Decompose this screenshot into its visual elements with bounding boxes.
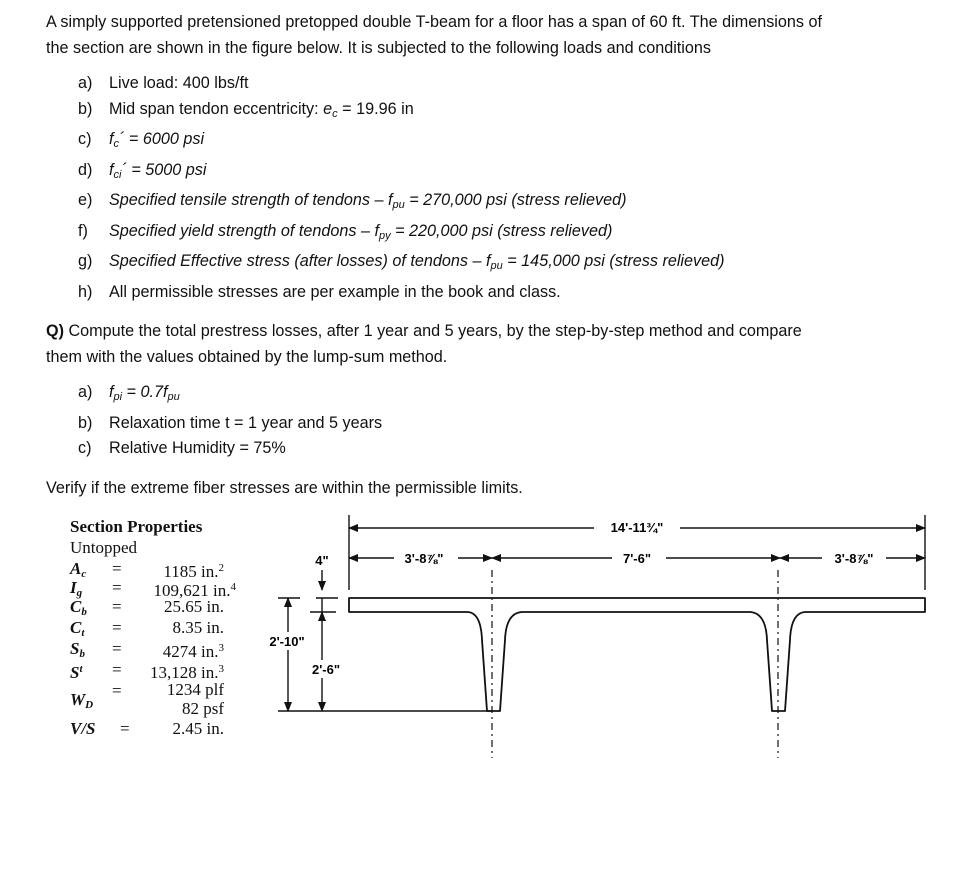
condition-c: c) $f_c´ = 6000$ psi — [78, 130, 205, 150]
property-wd: $W_D$ = 1234 plf 82 psf — [70, 680, 224, 718]
section-properties-title: Section Properties — [70, 517, 203, 536]
property-ig: $I_g$ = 109,621 in.$^4$ — [70, 578, 236, 600]
conditions-list — [46, 71, 926, 305]
question: Q) Compute the total prestress losses, after 1 year and 5 years, by the step-by-step method and compare them with the values obtained by the lump-sum method. — [46, 322, 802, 366]
problem-intro: A simply supported pretensioned pretopped double T-beam for a floor has a span of 60 ft. The dimensions of the section are shown in the figure below. It is subjected to the following loads and conditions — [46, 13, 822, 57]
section-properties — [70, 516, 260, 739]
condition-e: e) Specified tensile strength of tendons – $f_{pu} = 270,000$ psi (stress relieved) — [78, 191, 627, 211]
overall-width-label: 14'-11¾" — [610, 520, 664, 535]
property-cb: $C_b$ = 25.65 in. — [70, 597, 224, 618]
condition-h: h) All permissible stresses are per example in the book and class. — [78, 282, 561, 301]
property-ct: $C_t$ = 8.35 in. — [70, 618, 224, 639]
double-tee-profile — [349, 598, 925, 711]
document-page — [46, 10, 926, 501]
assumptions-list — [46, 380, 926, 462]
assumption-c: c) Relative Humidity = 75% — [78, 439, 286, 457]
total-depth-label: 2'-10" — [269, 634, 305, 649]
section-properties-subtitle: Untopped — [70, 538, 138, 557]
assumption-a: a) $f_{pi} = 0.7f_{pu}$ — [78, 383, 180, 403]
flange-thickness-label: 4" — [315, 553, 329, 568]
left-overhang-label: 3'-8⅞" — [404, 551, 444, 566]
stem-depth-label: 2'-6" — [311, 662, 341, 677]
condition-d: d) $f_{ci}´ = 5000$ psi — [78, 160, 207, 181]
assumption-b: b) Relaxation time t = 1 year and 5 years — [78, 413, 383, 432]
right-overhang-label: 3'-8⅞" — [834, 551, 874, 566]
symbol: e — [323, 99, 333, 118]
stem-spacing-label: 7'-6" — [622, 551, 652, 566]
question-label: Q) — [46, 322, 64, 340]
condition-f: f) Specified yield strength of tendons – $f_{py} = 220,000$ psi (stress relieved) — [78, 221, 613, 242]
property-sb: $S_b$ = 4274 in.$^3$ — [70, 639, 224, 661]
condition-a: a) Live load: 400 lbs/ft — [78, 74, 249, 92]
condition-g: g) Specified Effective stress (after losses) of tendons – $f_{pu} = 145,000$ psi (stress relieved) — [78, 252, 725, 272]
property-st: $S^t$ = 13,128 in.$^3$ — [70, 660, 224, 682]
verify-statement: Verify if the extreme fiber stresses are within the permissible limits. — [46, 478, 523, 497]
property-ac: $A_c$ = 1185 in.$^2$ — [70, 559, 224, 581]
property-vs: V/S = 2.45 in. — [70, 719, 224, 738]
condition-b: b) Mid span tendon eccentricity: $e_c = 19.96$ in — [78, 99, 414, 120]
double-tee-section-figure — [260, 510, 940, 760]
